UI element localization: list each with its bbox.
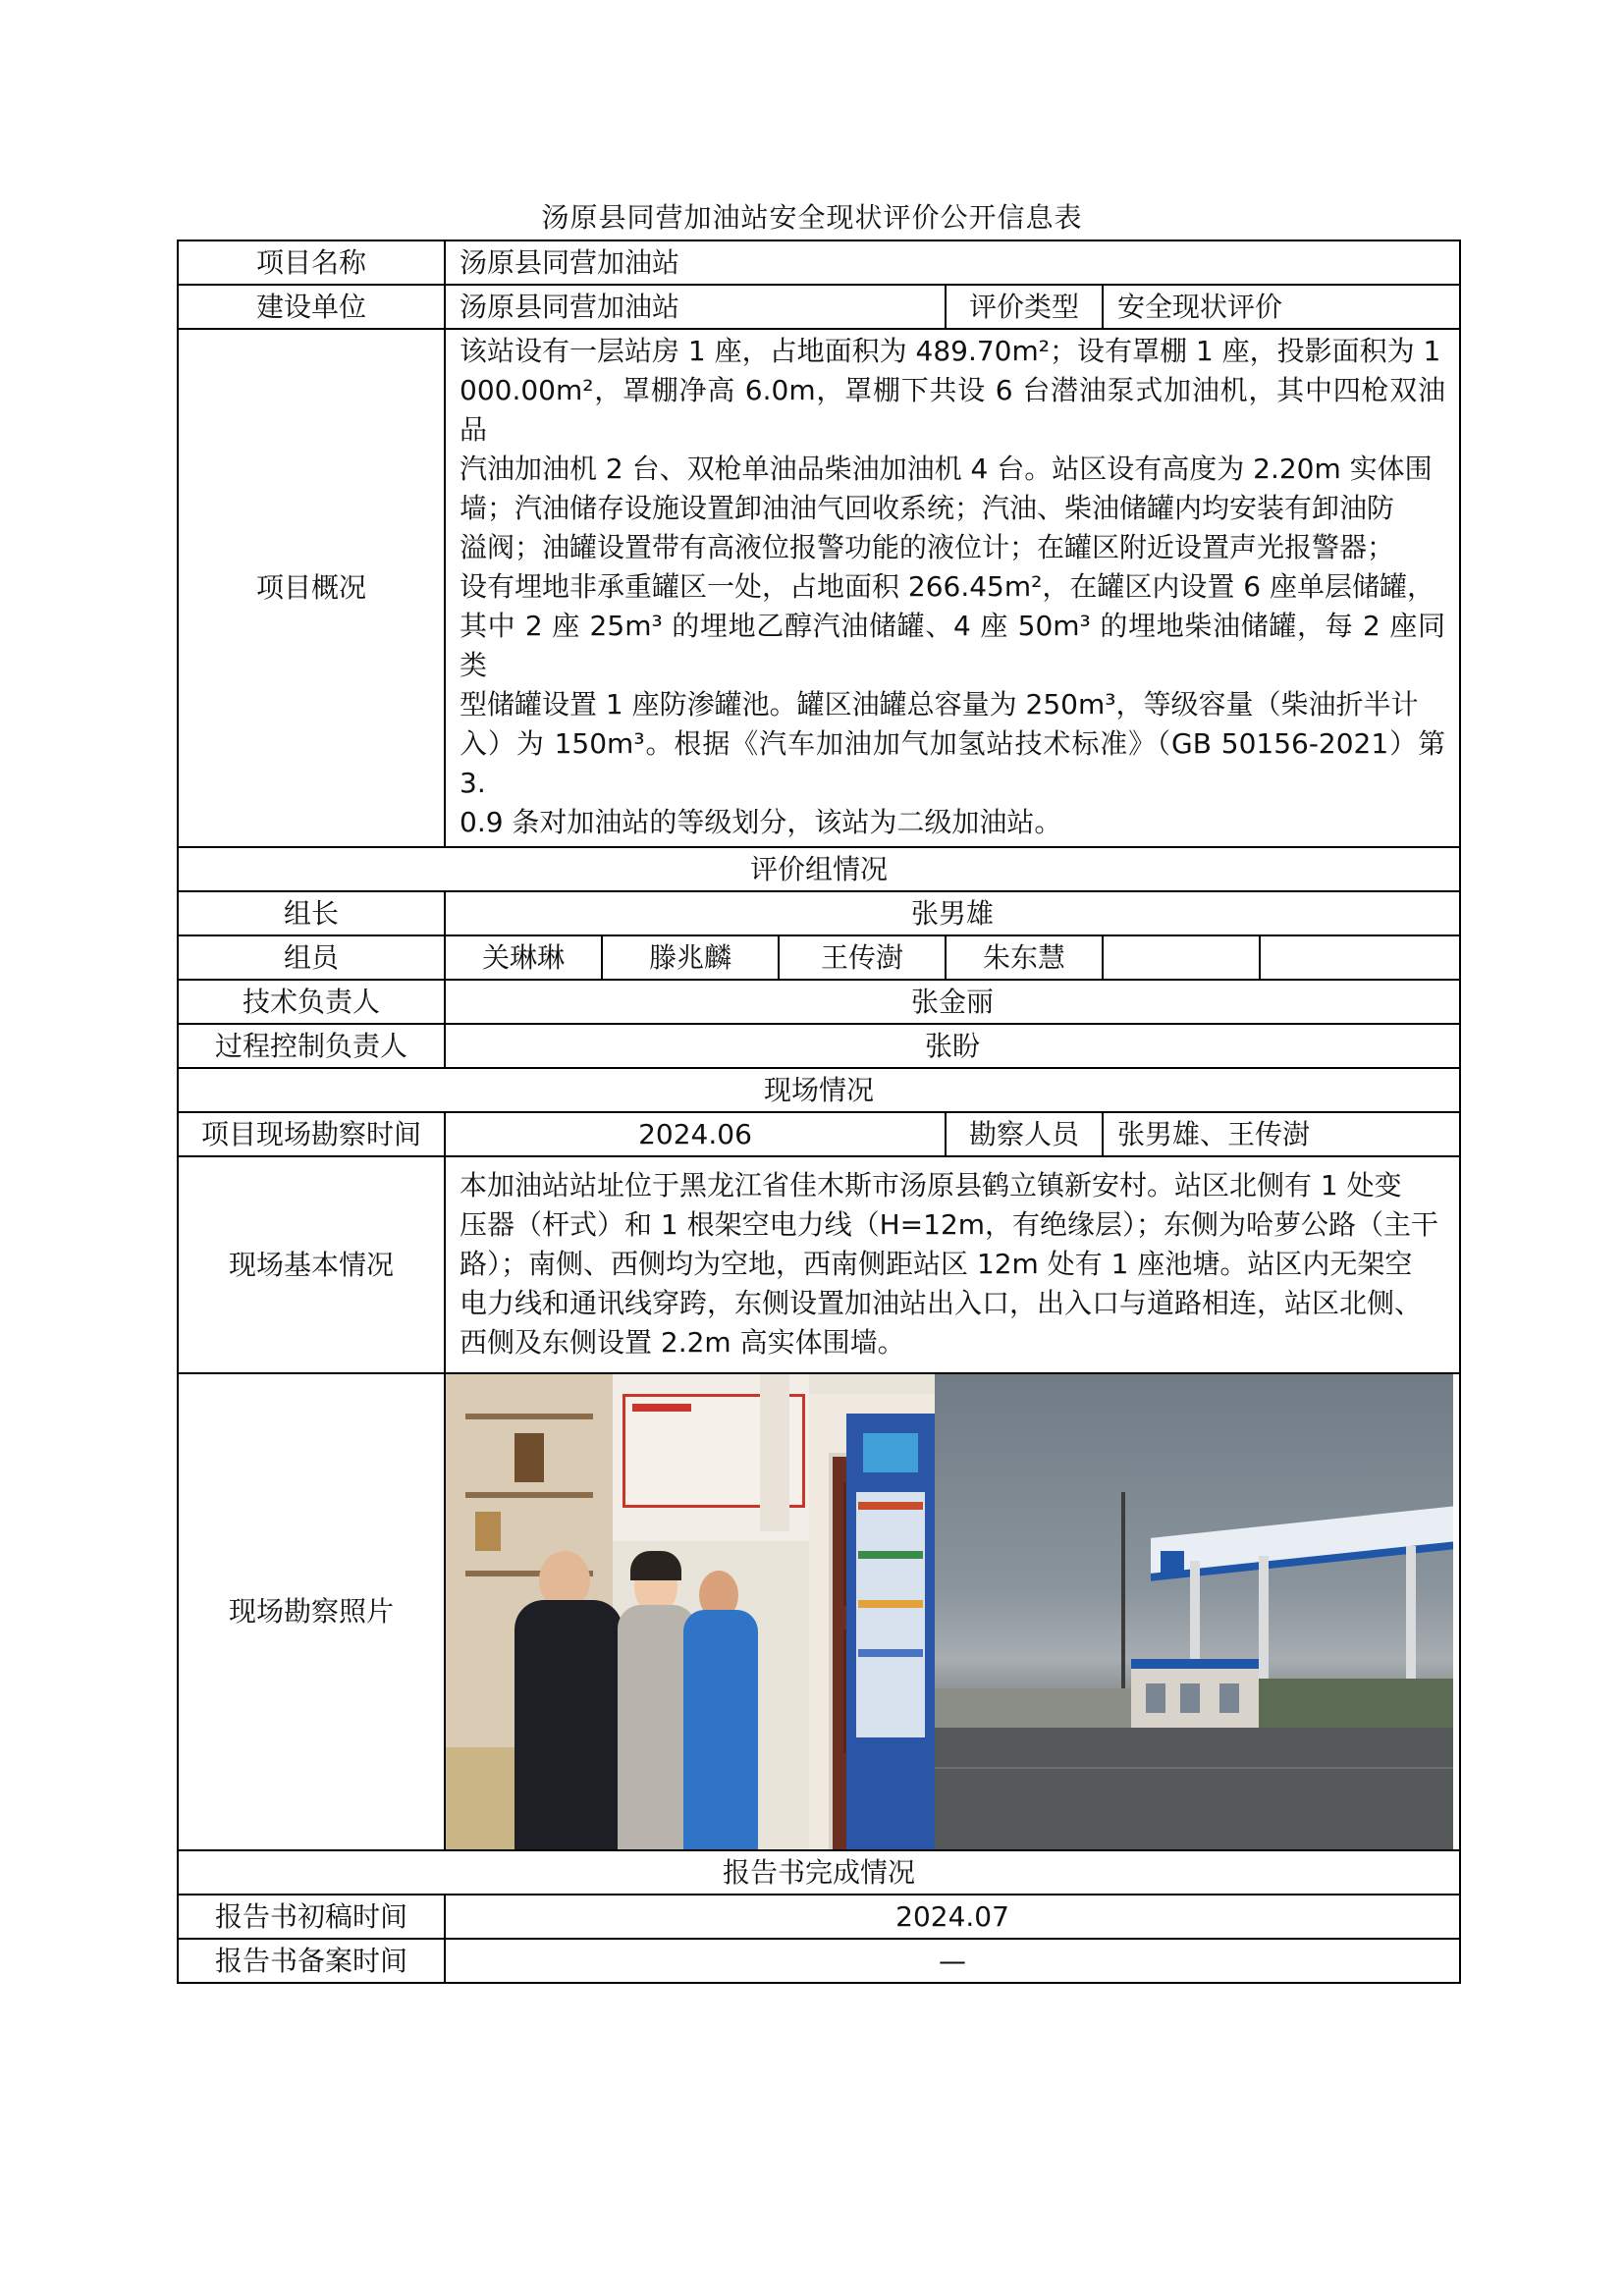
row-draft-time <box>178 1895 1460 1939</box>
overview-line: 设有埋地非承重罐区一处，占地面积 266.45m²，在罐区内设置 6 座单层储罐， <box>460 570 1435 603</box>
member-name: 朱东慧 <box>946 935 1103 980</box>
draft-time-label: 报告书初稿时间 <box>178 1895 445 1939</box>
survey-time-label: 项目现场勘察时间 <box>178 1112 445 1156</box>
site-basic-line: 路）；南侧、西侧均为空地，西南侧距站区 12m 处有 1 座池塘。站区内无架空 <box>460 1247 1413 1280</box>
process-lead-value: 张盼 <box>445 1024 1460 1068</box>
eval-type-label: 评价类型 <box>946 285 1103 329</box>
site-photos <box>445 1373 1460 1850</box>
row-site-section <box>178 1068 1460 1112</box>
member-name <box>1103 935 1260 980</box>
overview-line: 其中 2 座 25m³ 的埋地乙醇汽油储罐、4 座 50m³ 的埋地柴油储罐，每 2 座同类 <box>460 610 1446 681</box>
overview-line: 入）为 150m³。根据《汽车加油加气加氢站技术标准》（GB 50156-2021）第 3. <box>460 727 1446 799</box>
site-basic-line: 压器（杆式）和 1 根架空电力线（H=12m，有绝缘层）；东侧为哈萝公路（主干 <box>460 1207 1439 1241</box>
site-basic-text <box>445 1156 1460 1373</box>
overview-line: 该站设有一层站房 1 座，占地面积为 489.70m²；设有罩棚 1 座，投影面积为 1 <box>460 335 1441 367</box>
process-lead-label: 过程控制负责人 <box>178 1024 445 1068</box>
filing-time-label: 报告书备案时间 <box>178 1939 445 1983</box>
survey-time-value: 2024.06 <box>445 1112 946 1156</box>
leader-label: 组长 <box>178 891 445 935</box>
member-name: 关琳琳 <box>445 935 602 980</box>
row-site-basic <box>178 1156 1460 1373</box>
eval-type-value: 安全现状评价 <box>1103 285 1460 329</box>
project-name-label: 项目名称 <box>178 240 445 285</box>
tech-lead-label: 技术负责人 <box>178 980 445 1024</box>
overview-line: 000.00m²，罩棚净高 6.0m，罩棚下共设 6 台潜油泵式加油机，其中四枪双油品 <box>460 374 1446 446</box>
row-site-photos <box>178 1373 1460 1850</box>
row-leader <box>178 891 1460 935</box>
site-section-title: 现场情况 <box>178 1068 1460 1112</box>
overview-line: 型储罐设置 1 座防渗罐池。罐区油罐总容量为 250m³，等级容量（柴油折半计 <box>460 688 1419 721</box>
row-survey-time <box>178 1112 1460 1156</box>
surveyors-value: 张男雄、王传澍 <box>1103 1112 1460 1156</box>
row-process-lead <box>178 1024 1460 1068</box>
row-filing-time <box>178 1939 1460 1983</box>
surveyors-label: 勘察人员 <box>946 1112 1103 1156</box>
filing-time-value: — <box>445 1939 1460 1983</box>
row-build-unit <box>178 285 1460 329</box>
build-unit-label: 建设单位 <box>178 285 445 329</box>
member-name: 王传澍 <box>779 935 946 980</box>
draft-time-value: 2024.07 <box>445 1895 1460 1939</box>
member-name: 滕兆麟 <box>602 935 779 980</box>
overview-line: 溢阀；油罐设置带有高液位报警功能的液位计；在罐区附近设置声光报警器； <box>460 531 1395 563</box>
site-basic-line: 本加油站站址位于黑龙江省佳木斯市汤原县鹤立镇新安村。站区北侧有 1 处变 <box>460 1168 1402 1201</box>
project-name-value: 汤原县同营加油站 <box>445 240 1460 285</box>
site-basic-line: 西侧及东侧设置 2.2m 高实体围墙。 <box>460 1325 905 1359</box>
overview-label: 项目概况 <box>178 329 445 847</box>
tech-lead-value: 张金丽 <box>445 980 1460 1024</box>
team-section-title: 评价组情况 <box>178 847 1460 891</box>
members-label: 组员 <box>178 935 445 980</box>
site-photos-label: 现场勘察照片 <box>178 1373 445 1850</box>
page-title: 汤原县同营加油站安全现状评价公开信息表 <box>541 201 1083 234</box>
member-name <box>1260 935 1460 980</box>
report-section-title: 报告书完成情况 <box>178 1850 1460 1895</box>
info-table <box>177 240 1461 1984</box>
row-project-name <box>178 240 1460 285</box>
leader-value: 张男雄 <box>445 891 1460 935</box>
overview-line: 汽油加油机 2 台、双枪单油品柴油加油机 4 台。站区设有高度为 2.20m 实体围 <box>460 453 1433 485</box>
site-basic-line: 电力线和通讯线穿跨，东侧设置加油站出入口，出入口与道路相连，站区北侧、 <box>460 1286 1423 1319</box>
site-basic-label: 现场基本情况 <box>178 1156 445 1373</box>
row-report-section <box>178 1850 1460 1895</box>
team-photo <box>446 1374 935 1849</box>
overview-line: 0.9 条对加油站的等级划分，该站为二级加油站。 <box>460 806 1062 838</box>
overview-text <box>445 329 1460 847</box>
row-team-section <box>178 847 1460 891</box>
build-unit-value: 汤原县同营加油站 <box>445 285 946 329</box>
row-members <box>178 935 1460 980</box>
overview-line: 墙；汽油储存设施设置卸油油气回收系统；汽油、柴油储罐内均安装有卸油防 <box>460 492 1395 524</box>
station-photo <box>935 1374 1453 1849</box>
row-tech-lead <box>178 980 1460 1024</box>
row-overview <box>178 329 1460 847</box>
